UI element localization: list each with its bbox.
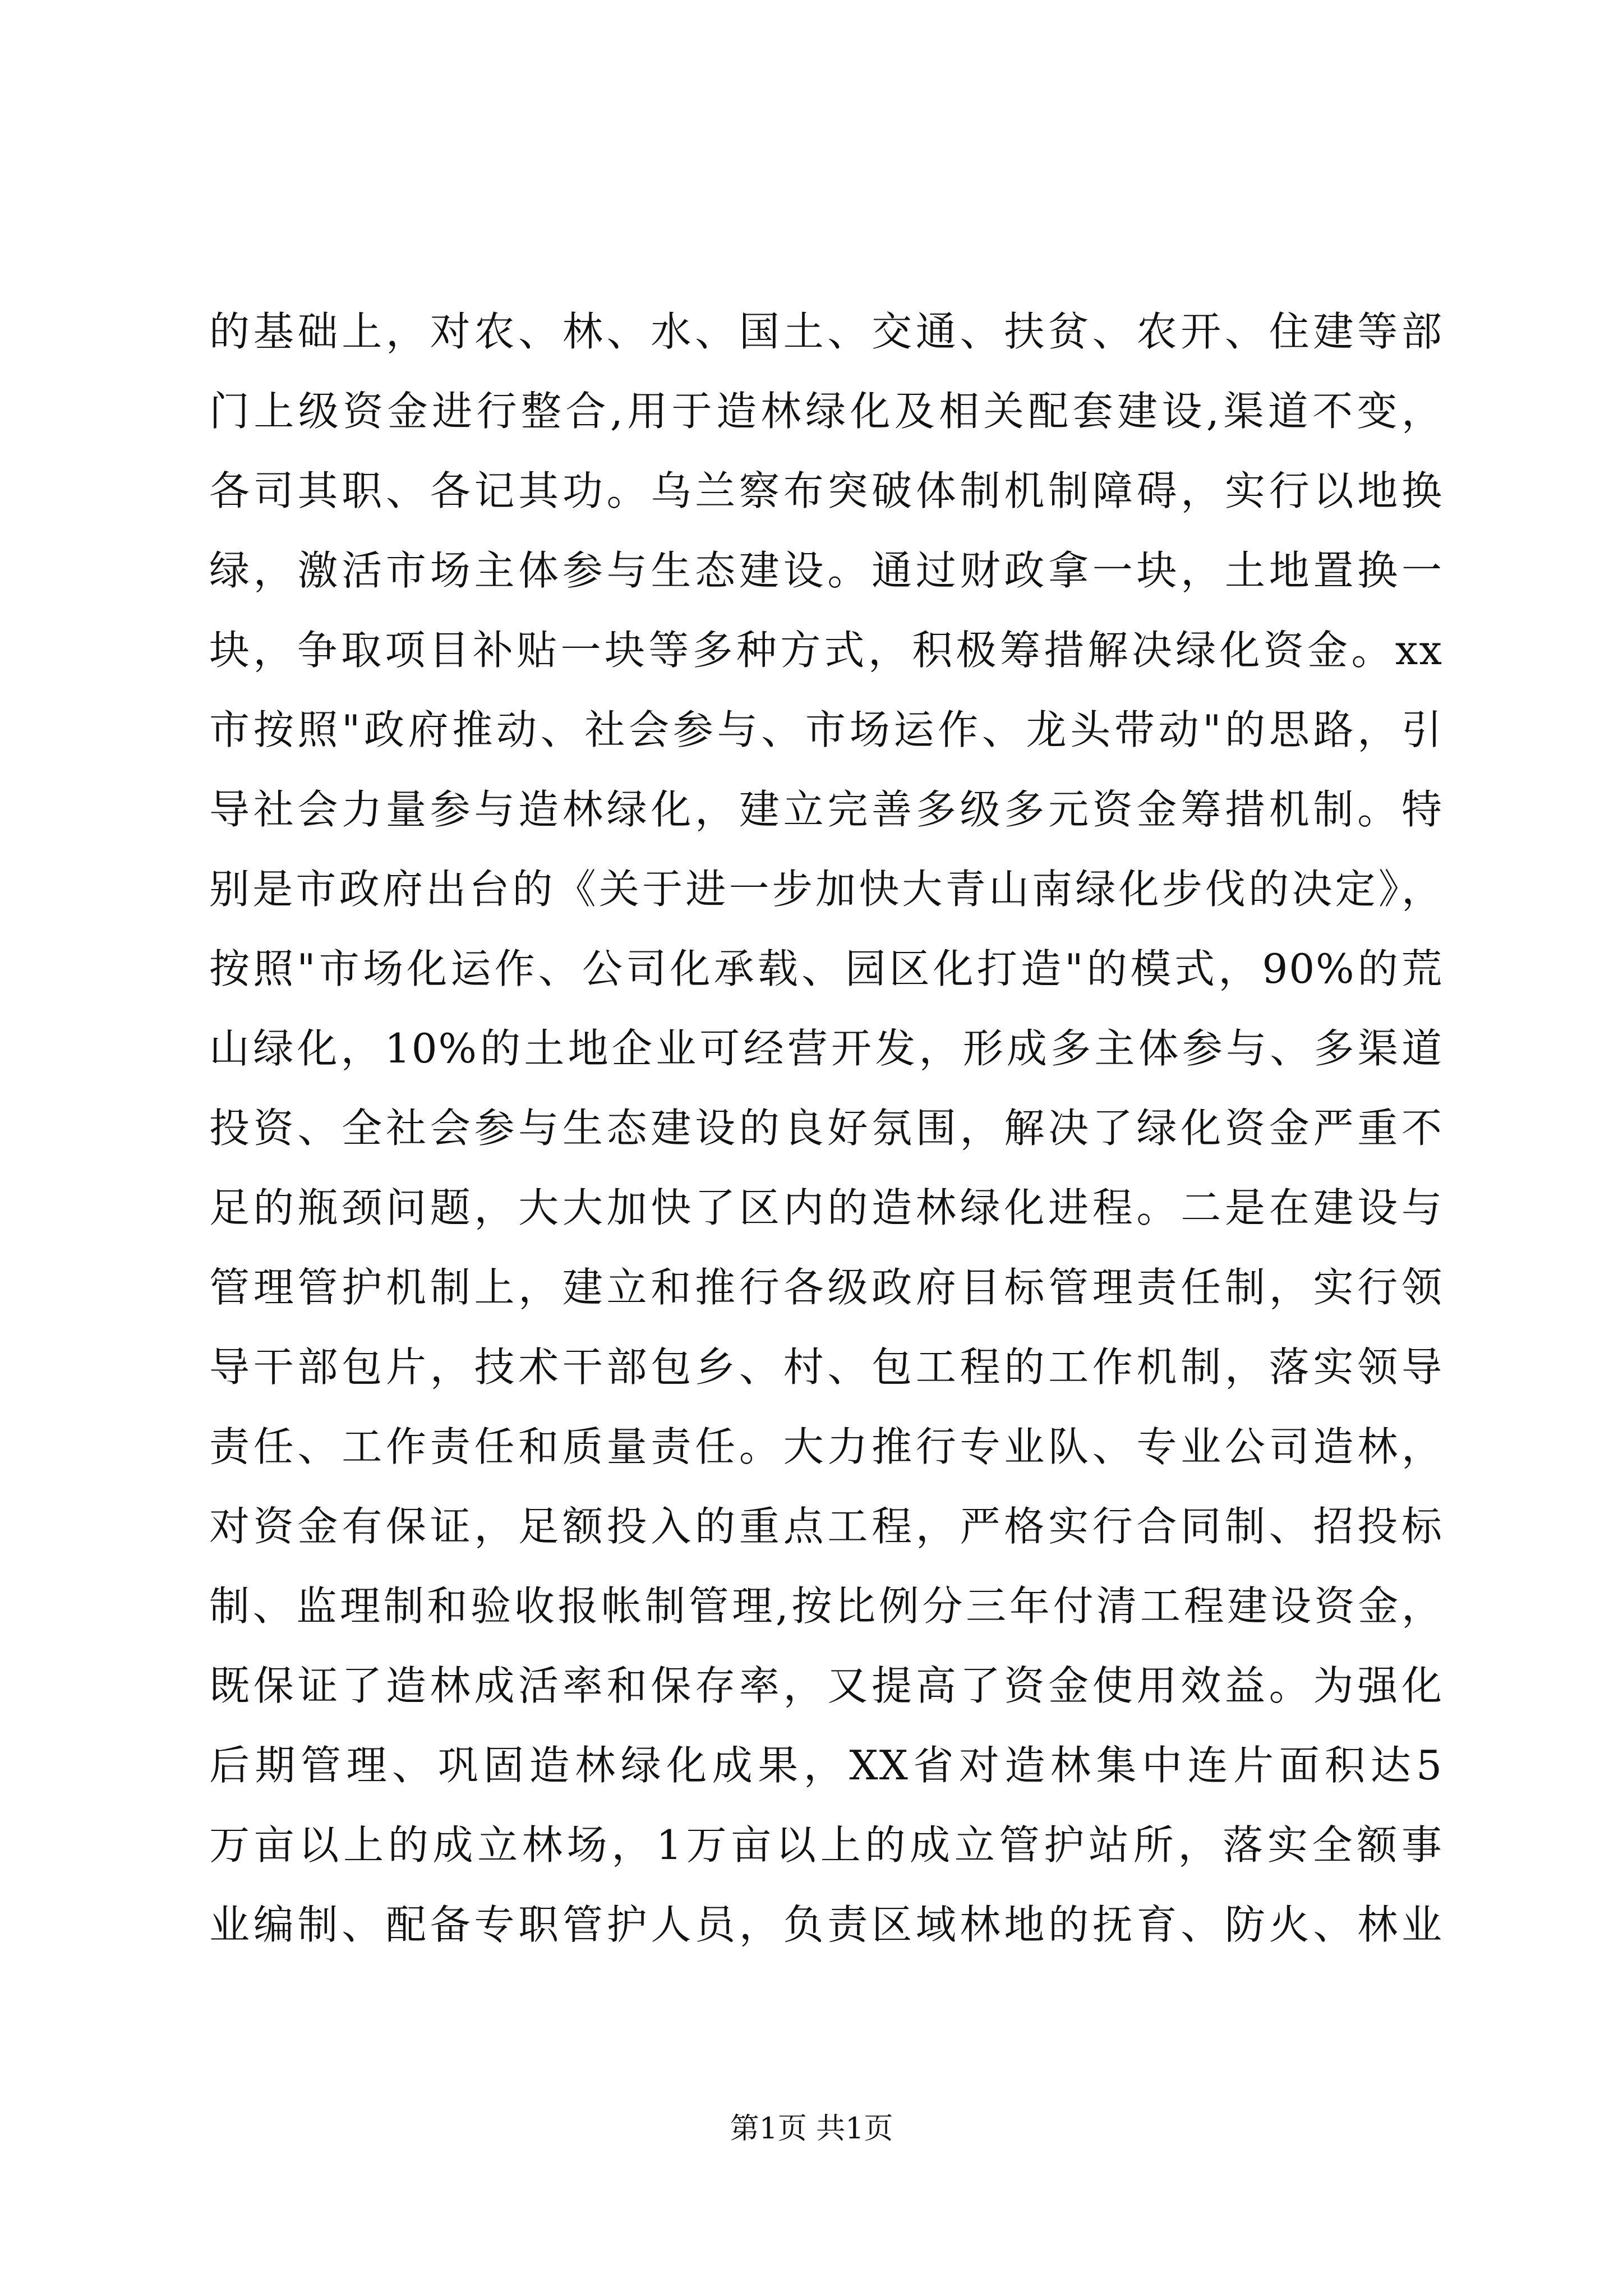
text-line: 后期管理、巩固造林绿化成果，XX省对造林集中连片面积达5 bbox=[209, 1742, 1443, 1789]
text-line: 导社会力量参与造林绿化，建立完善多级多元资金筹措机制。特 bbox=[209, 786, 1443, 833]
text-line: 足的瓶颈问题，大大加快了区内的造林绿化进程。二是在建设与 bbox=[209, 1184, 1443, 1231]
text-line: 投资、全社会参与生态建设的良好氛围，解决了绿化资金严重不 bbox=[209, 1105, 1443, 1152]
body-text bbox=[209, 292, 1443, 1964]
text-line: 导干部包片，技术干部包乡、村、包工程的工作机制，落实领导 bbox=[209, 1343, 1443, 1391]
text-line: 山绿化，10%的土地企业可经营开发，形成多主体参与、多渠道 bbox=[209, 1025, 1443, 1072]
text-line: 按照"市场化运作、公司化承载、园区化打造"的模式，90%的荒 bbox=[209, 945, 1443, 992]
text-line: 别是市政府出台的《关于进一步加快大青山南绿化步伐的决定》， bbox=[209, 866, 1443, 913]
page-footer bbox=[0, 2109, 1623, 2148]
text-line: 制、监理制和验收报帐制管理,按比例分三年付清工程建设资金， bbox=[209, 1582, 1443, 1630]
text-line: 管理管护机制上，建立和推行各级政府目标管理责任制，实行领 bbox=[209, 1264, 1443, 1311]
text-line: 万亩以上的成立林场，1万亩以上的成立管护站所，落实全额事 bbox=[209, 1821, 1443, 1869]
text-line: 绿，激活市场主体参与生态建设。通过财政拿一块，土地置换一 bbox=[209, 547, 1443, 594]
text-line: 责任、工作责任和质量责任。大力推行专业队、专业公司造林， bbox=[209, 1423, 1443, 1470]
text-line: 业编制、配备专职管护人员，负责区域林地的抚育、防火、林业 bbox=[209, 1901, 1443, 1948]
text-line: 对资金有保证，足额投入的重点工程，严格实行合同制、招投标 bbox=[209, 1503, 1443, 1550]
text-line: 各司其职、各记其功。乌兰察布突破体制机制障碍，实行以地换 bbox=[209, 467, 1443, 514]
text-line: 块，争取项目补贴一块等多种方式，积极筹措解决绿化资金。xx bbox=[209, 627, 1443, 674]
text-line: 的基础上，对农、林、水、国土、交通、扶贫、农开、住建等部 bbox=[209, 308, 1443, 355]
text-line: 门上级资金进行整合,用于造林绿化及相关配套建设,渠道不变， bbox=[209, 388, 1443, 435]
text-line: 市按照"政府推动、社会参与、市场运作、龙头带动"的思路，引 bbox=[209, 706, 1443, 753]
text-line: 既保证了造林成活率和保存率，又提高了资金使用效益。为强化 bbox=[209, 1662, 1443, 1709]
page-number-label: 第1页 共1页 bbox=[730, 2112, 893, 2146]
